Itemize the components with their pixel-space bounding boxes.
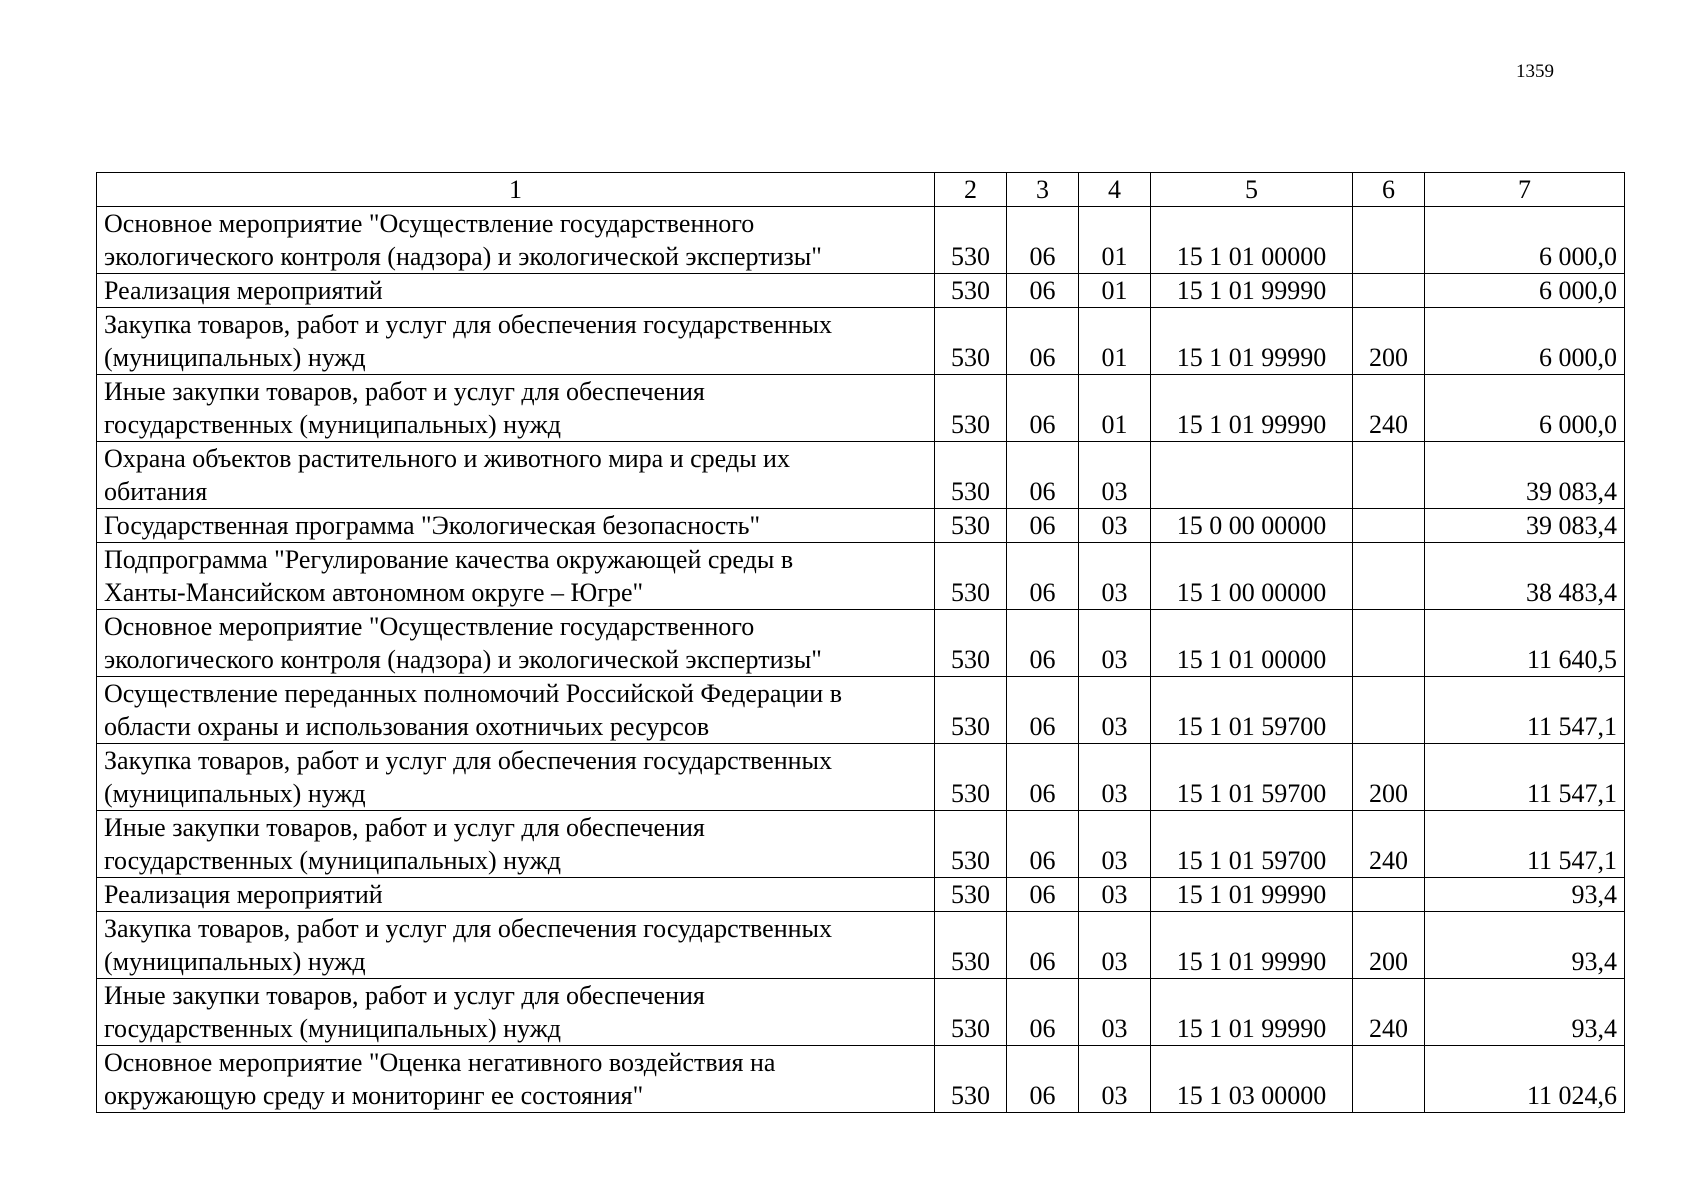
section-code: 06 xyxy=(1007,878,1079,912)
description-line: Закупка товаров, работ и услуг для обеспечения государственных xyxy=(104,310,833,339)
section-code: 06 xyxy=(1007,207,1079,274)
expense-type-code: 240 xyxy=(1353,811,1425,878)
subsection-code: 03 xyxy=(1079,677,1151,744)
razdel-code: 530 xyxy=(935,375,1007,442)
target-article-code: 15 1 01 59700 xyxy=(1151,677,1353,744)
description-line: (муниципальных) нужд xyxy=(104,779,366,808)
table-row xyxy=(97,878,1625,912)
description-line: Ханты-Мансийском автономном округе – Югре" xyxy=(104,578,644,607)
section-code: 06 xyxy=(1007,912,1079,979)
expense-type-code xyxy=(1353,442,1425,509)
subsection-code: 01 xyxy=(1079,207,1151,274)
column-header-7: 7 xyxy=(1425,173,1625,207)
row-description xyxy=(97,442,935,509)
description-line: Реализация мероприятий xyxy=(104,880,383,909)
row-description xyxy=(97,878,935,912)
expense-type-code: 240 xyxy=(1353,979,1425,1046)
description-line: Закупка товаров, работ и услуг для обеспечения государственных xyxy=(104,914,833,943)
description-line: окружающую среду и мониторинг ее состояния" xyxy=(104,1081,644,1110)
target-article-code: 15 1 01 99990 xyxy=(1151,274,1353,308)
expense-type-code: 200 xyxy=(1353,912,1425,979)
description-line: Иные закупки товаров, работ и услуг для обеспечения xyxy=(104,981,705,1010)
description-line: государственных (муниципальных) нужд xyxy=(104,1014,561,1043)
description-line: (муниципальных) нужд xyxy=(104,343,366,372)
amount: 6 000,0 xyxy=(1425,375,1625,442)
razdel-code: 530 xyxy=(935,274,1007,308)
expense-type-code xyxy=(1353,207,1425,274)
razdel-code: 530 xyxy=(935,509,1007,543)
table-body xyxy=(97,207,1625,1113)
column-header-2: 2 xyxy=(935,173,1007,207)
description-line: Основное мероприятие "Осуществление государственного xyxy=(104,209,755,238)
row-description xyxy=(97,677,935,744)
razdel-code: 530 xyxy=(935,207,1007,274)
razdel-code: 530 xyxy=(935,878,1007,912)
budget-table xyxy=(96,172,1625,1113)
table-row xyxy=(97,677,1625,744)
target-article-code: 15 1 01 99990 xyxy=(1151,912,1353,979)
description-line: Государственная программа "Экологическая безопасность" xyxy=(104,511,761,540)
amount: 6 000,0 xyxy=(1425,274,1625,308)
expense-type-code: 240 xyxy=(1353,375,1425,442)
expense-type-code xyxy=(1353,274,1425,308)
subsection-code: 03 xyxy=(1079,878,1151,912)
amount: 11 024,6 xyxy=(1425,1046,1625,1113)
subsection-code: 01 xyxy=(1079,308,1151,375)
subsection-code: 03 xyxy=(1079,811,1151,878)
row-description xyxy=(97,912,935,979)
table-row xyxy=(97,811,1625,878)
row-description xyxy=(97,610,935,677)
row-description xyxy=(97,207,935,274)
amount: 93,4 xyxy=(1425,878,1625,912)
expense-type-code xyxy=(1353,1046,1425,1113)
table-row xyxy=(97,610,1625,677)
description-line: Реализация мероприятий xyxy=(104,276,383,305)
section-code: 06 xyxy=(1007,811,1079,878)
row-description xyxy=(97,811,935,878)
amount: 93,4 xyxy=(1425,912,1625,979)
section-code: 06 xyxy=(1007,274,1079,308)
column-header-6: 6 xyxy=(1353,173,1425,207)
section-code: 06 xyxy=(1007,308,1079,375)
table-row xyxy=(97,744,1625,811)
amount: 6 000,0 xyxy=(1425,207,1625,274)
amount: 38 483,4 xyxy=(1425,543,1625,610)
table-row xyxy=(97,442,1625,509)
description-line: Иные закупки товаров, работ и услуг для обеспечения xyxy=(104,377,705,406)
subsection-code: 03 xyxy=(1079,1046,1151,1113)
razdel-code: 530 xyxy=(935,811,1007,878)
expense-type-code xyxy=(1353,610,1425,677)
expense-type-code: 200 xyxy=(1353,308,1425,375)
table-row xyxy=(97,375,1625,442)
description-line: экологического контроля (надзора) и экологической экспертизы" xyxy=(104,645,822,674)
header-row xyxy=(97,173,1625,207)
target-article-code: 15 1 01 99990 xyxy=(1151,375,1353,442)
table-row xyxy=(97,274,1625,308)
column-header-4: 4 xyxy=(1079,173,1151,207)
table-row xyxy=(97,979,1625,1046)
expense-type-code: 200 xyxy=(1353,744,1425,811)
description-line: государственных (муниципальных) нужд xyxy=(104,410,561,439)
description-line: Подпрограмма "Регулирование качества окружающей среды в xyxy=(104,545,794,574)
page-number: 1359 xyxy=(1516,61,1554,82)
razdel-code: 530 xyxy=(935,979,1007,1046)
amount: 39 083,4 xyxy=(1425,509,1625,543)
row-description xyxy=(97,543,935,610)
description-line: Основное мероприятие "Оценка негативного воздействия на xyxy=(104,1048,776,1077)
table-header xyxy=(97,173,1625,207)
row-description xyxy=(97,509,935,543)
razdel-code: 530 xyxy=(935,543,1007,610)
subsection-code: 01 xyxy=(1079,375,1151,442)
amount: 11 640,5 xyxy=(1425,610,1625,677)
target-article-code: 15 1 01 99990 xyxy=(1151,979,1353,1046)
target-article-code: 15 1 01 00000 xyxy=(1151,207,1353,274)
subsection-code: 03 xyxy=(1079,744,1151,811)
row-description xyxy=(97,1046,935,1113)
target-article-code: 15 1 03 00000 xyxy=(1151,1046,1353,1113)
row-description xyxy=(97,375,935,442)
section-code: 06 xyxy=(1007,979,1079,1046)
table-row xyxy=(97,1046,1625,1113)
column-header-3: 3 xyxy=(1007,173,1079,207)
section-code: 06 xyxy=(1007,509,1079,543)
row-description xyxy=(97,274,935,308)
description-line: государственных (муниципальных) нужд xyxy=(104,846,561,875)
razdel-code: 530 xyxy=(935,308,1007,375)
target-article-code: 15 1 01 99990 xyxy=(1151,878,1353,912)
razdel-code: 530 xyxy=(935,677,1007,744)
razdel-code: 530 xyxy=(935,744,1007,811)
target-article-code: 15 1 01 99990 xyxy=(1151,308,1353,375)
expense-type-code xyxy=(1353,677,1425,744)
description-line: обитания xyxy=(104,477,208,506)
razdel-code: 530 xyxy=(935,442,1007,509)
description-line: Осуществление переданных полномочий Российской Федерации в xyxy=(104,679,842,708)
target-article-code: 15 1 00 00000 xyxy=(1151,543,1353,610)
description-line: Закупка товаров, работ и услуг для обеспечения государственных xyxy=(104,746,833,775)
subsection-code: 03 xyxy=(1079,912,1151,979)
row-description xyxy=(97,744,935,811)
subsection-code: 03 xyxy=(1079,509,1151,543)
table-row xyxy=(97,308,1625,375)
expense-type-code xyxy=(1353,509,1425,543)
table-row xyxy=(97,207,1625,274)
target-article-code: 15 1 01 59700 xyxy=(1151,744,1353,811)
section-code: 06 xyxy=(1007,543,1079,610)
row-description xyxy=(97,308,935,375)
subsection-code: 03 xyxy=(1079,442,1151,509)
description-line: экологического контроля (надзора) и экологической экспертизы" xyxy=(104,242,822,271)
amount: 11 547,1 xyxy=(1425,744,1625,811)
section-code: 06 xyxy=(1007,677,1079,744)
expense-type-code xyxy=(1353,543,1425,610)
column-header-1: 1 xyxy=(97,173,935,207)
section-code: 06 xyxy=(1007,375,1079,442)
description-line: Основное мероприятие "Осуществление государственного xyxy=(104,612,755,641)
table-row xyxy=(97,509,1625,543)
amount: 93,4 xyxy=(1425,979,1625,1046)
razdel-code: 530 xyxy=(935,1046,1007,1113)
subsection-code: 03 xyxy=(1079,610,1151,677)
section-code: 06 xyxy=(1007,744,1079,811)
amount: 11 547,1 xyxy=(1425,811,1625,878)
subsection-code: 03 xyxy=(1079,979,1151,1046)
amount: 11 547,1 xyxy=(1425,677,1625,744)
target-article-code: 15 0 00 00000 xyxy=(1151,509,1353,543)
target-article-code: 15 1 01 00000 xyxy=(1151,610,1353,677)
expense-type-code xyxy=(1353,878,1425,912)
subsection-code: 01 xyxy=(1079,274,1151,308)
subsection-code: 03 xyxy=(1079,543,1151,610)
section-code: 06 xyxy=(1007,442,1079,509)
target-article-code: 15 1 01 59700 xyxy=(1151,811,1353,878)
description-line: (муниципальных) нужд xyxy=(104,947,366,976)
razdel-code: 530 xyxy=(935,610,1007,677)
table-row xyxy=(97,912,1625,979)
table-row xyxy=(97,543,1625,610)
target-article-code xyxy=(1151,442,1353,509)
description-line: Охрана объектов растительного и животного мира и среды их xyxy=(104,444,790,473)
column-header-5: 5 xyxy=(1151,173,1353,207)
razdel-code: 530 xyxy=(935,912,1007,979)
description-line: Иные закупки товаров, работ и услуг для обеспечения xyxy=(104,813,705,842)
section-code: 06 xyxy=(1007,1046,1079,1113)
amount: 6 000,0 xyxy=(1425,308,1625,375)
row-description xyxy=(97,979,935,1046)
amount: 39 083,4 xyxy=(1425,442,1625,509)
section-code: 06 xyxy=(1007,610,1079,677)
description-line: области охраны и использования охотничьих ресурсов xyxy=(104,712,710,741)
